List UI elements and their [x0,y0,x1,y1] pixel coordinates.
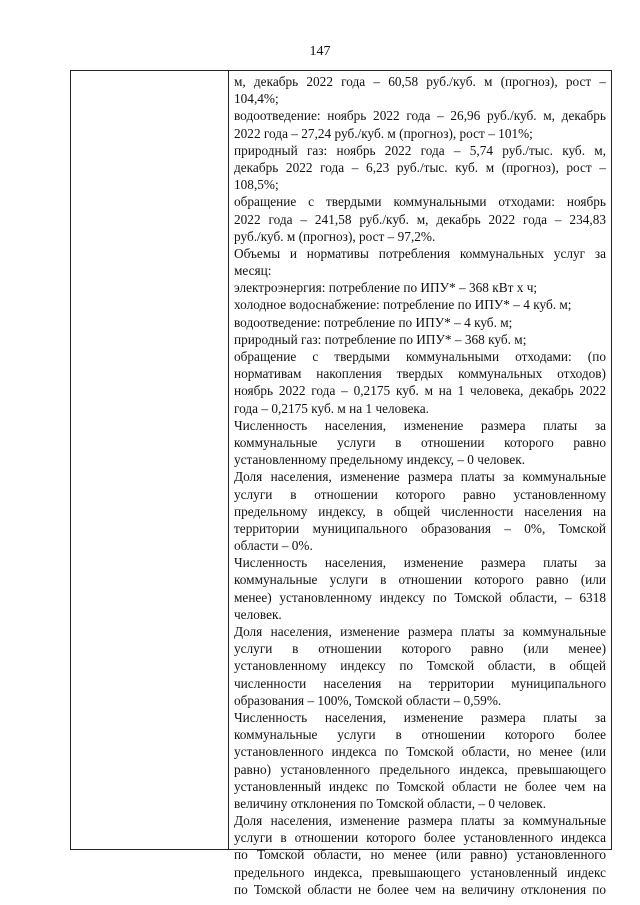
text-line: услуги в отношении которого равно (или менее) [234,641,606,657]
text-line: коммунальные услуги в отношении которого более [234,727,606,743]
text-line: величину отклонения по Томской области, – 0 человек. [234,795,547,811]
text-line: электроэнергия: потребление по ИПУ* – 368 кВт х ч; [234,280,538,296]
text-line: 108,5%; [234,177,279,193]
text-line: по Томской области не более чем на величину отклонения по [234,881,606,897]
text-line: услуги в отношении которого более установленного индекса [234,830,606,846]
table-left-cell [71,71,229,849]
table-right-cell [234,73,606,898]
text-line: услуги в отношении которого равно установленному [234,486,606,502]
text-line: 2022 года – 241,58 руб./куб. м, декабрь 2022 года – 234,83 [234,211,606,227]
text-line: руб./куб. м (прогноз), рост – 97,2%. [234,228,436,244]
text-line: м, декабрь 2022 года – 60,58 руб./куб. м (прогноз), рост – [234,74,606,89]
text-line: коммунальные услуги в отношении которого равно (или [234,572,606,588]
text-line: установленный индекс по Томской области не более чем на [234,778,606,794]
text-line: обращение с твердыми коммунальными отходами: ноябрь [234,194,606,210]
text-line: Доля населения, изменение размера платы за коммунальные [234,469,606,485]
text-line: природный газ: ноябрь 2022 года – 5,74 руб./тыс. куб. м, [234,142,606,158]
text-line: установленному индексу по Томской области, в общей [234,658,606,674]
text-line: Доля населения, изменение размера платы за коммунальные [234,624,606,639]
text-line: по Томской области, но менее (или равно) установленного [234,847,606,863]
text-line: Численность населения, изменение размера платы за [234,417,606,433]
page-number: 147 [309,44,331,59]
text-line: численности населения на территории муниципального [234,675,606,691]
text-line: человек. [234,606,282,622]
text-line: установленному предельному индексу, – 0 человек. [234,452,526,468]
text-line: года – 0,2175 куб. м на 1 человека. [234,400,429,416]
text-line: Доля населения, изменение размера платы за коммунальные [234,813,606,829]
text-line: коммунальные услуги в отношении которого равно [234,434,606,450]
text-line: менее) установленному индексу по Томской области, – 6318 [234,589,606,605]
text-line: Численность населения, изменение размера платы за [234,555,606,571]
text-line: водоотведение: ноябрь 2022 года – 26,96 руб./куб. м, декабрь [234,108,606,124]
document-table [70,70,612,897]
text-line: месяц: [234,263,272,279]
text-line: равно) установленного предельного индекса, превышающего [234,761,606,777]
text-line: холодное водоснабжение: потребление по ИПУ* – 4 куб. м; [234,297,572,313]
text-line: обращение с твердыми коммунальными отходами: (по [234,349,606,364]
text-line: декабрь 2022 года – 6,23 руб./тыс. куб. м (прогноз), рост – [234,159,606,175]
text-line: образования – 100%, Томской области – 0,59%. [234,692,502,708]
text-line: установленного индекса по Томской области, но менее (или [234,744,606,760]
text-line: ноябрь 2022 года – 0,2175 куб. м на 1 человека, декабрь 2022 [234,383,606,399]
text-line: Объемы и нормативы потребления коммунальных услуг за [234,245,606,261]
text-line: области – 0%. [234,538,313,554]
text-line: территории муниципального образования – 0%, Томской [234,520,606,536]
text-line: Численность населения, изменение размера платы за [234,709,606,725]
text-line: предельному индексу, в общей численности населения на [234,503,606,519]
text-line: предельного индекса, превышающего установленный индекс [234,864,606,880]
text-line: природный газ: потребление по ИПУ* – 368 куб. м; [234,331,527,347]
text-line: водоотведение: потребление по ИПУ* – 4 куб. м; [234,314,513,330]
text-line: нормативам накопления твердых коммунальных отходов) [234,366,606,382]
text-line: 104,4%; [234,91,279,107]
text-line: 2022 года – 27,24 руб./куб. м (прогноз), рост – 101%; [234,125,533,141]
